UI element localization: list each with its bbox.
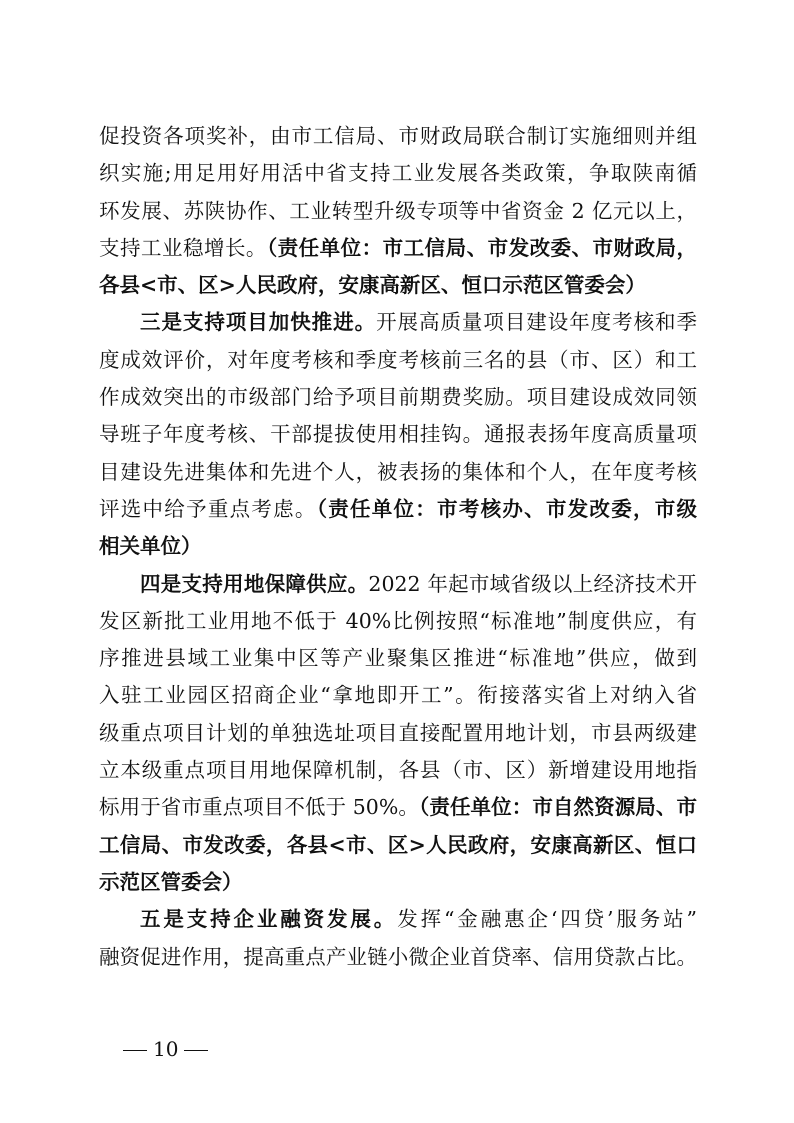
responsibility-note: （责任单位：市考核办、市发改委，市级 [316, 496, 697, 521]
line-text: 导班子年度考核、干部提拔使用相挂钩。通报表扬年度高质量项 [99, 422, 697, 447]
line-text: 环发展、苏陕协作、工业转型升级专项等中省资金 2 亿元以上， [99, 198, 697, 223]
line-text: 序推进县域工业集中区等产业聚集区推进“标准地”供应，做到 [99, 646, 697, 671]
line-text: 发挥“金融惠企‘四贷’服务站” [397, 907, 697, 932]
body-text [99, 118, 697, 976]
text-line [99, 379, 697, 416]
text-line [99, 677, 697, 714]
line-text: 支持工业稳增长。 [99, 235, 267, 260]
dash-left [123, 1050, 147, 1051]
text-line [99, 267, 697, 304]
responsibility-note: 示范区管委会） [99, 869, 243, 894]
text-line [99, 715, 697, 752]
text-line [99, 342, 697, 379]
page-number [117, 1036, 214, 1062]
line-text: 融资促进作用，提高重点产业链小微企业首贷率、信用贷款占比。 [99, 944, 697, 969]
responsibility-note: 相关单位） [99, 534, 202, 559]
text-line [99, 416, 697, 453]
text-line [99, 491, 697, 528]
text-line [99, 304, 697, 341]
section-heading: 五是支持企业融资发展。 [140, 907, 398, 932]
text-line [99, 603, 697, 640]
responsibility-note: 工信局、市发改委，各县<市、区>人民政府，安康高新区、恒口 [99, 832, 697, 857]
text-line [99, 789, 697, 826]
text-line [99, 939, 697, 976]
text-line [99, 528, 697, 565]
text-line [99, 827, 697, 864]
responsibility-note: （责任单位：市自然资源局、市 [419, 795, 697, 820]
text-line [99, 118, 697, 155]
line-text: 级重点项目计划的单独选址项目直接配置用地计划，市县两级建 [99, 720, 697, 745]
line-text: 2022 年起市域省级以上经济技术开 [368, 571, 697, 596]
dash-right [184, 1050, 208, 1051]
text-line [99, 155, 697, 192]
section-heading: 三是支持项目加快推进。 [140, 310, 377, 335]
text-line [99, 752, 697, 789]
text-line [99, 566, 697, 603]
text-line [99, 454, 697, 491]
section-heading: 四是支持用地保障供应。 [140, 571, 369, 596]
line-text: 发区新批工业用地不低于 40%比例按照“标准地”制度供应，有 [99, 608, 697, 633]
line-text: 促投资各项奖补，由市工信局、市财政局联合制订实施细则并组 [99, 124, 697, 148]
line-text: 织实施;用足用好用活中省支持工业发展各类政策，争取陕南循 [99, 161, 697, 186]
line-text: 入驻工业园区招商企业“拿地即开工”。衔接落实省上对纳入省 [99, 683, 697, 708]
line-text: 立本级重点项目用地保障机制，各县（市、区）新增建设用地指 [99, 758, 697, 783]
line-text: 目建设先进集体和先进个人，被表扬的集体和个人，在年度考核 [99, 459, 697, 484]
line-text: 评选中给予重点考虑。 [99, 496, 317, 521]
text-line [99, 193, 697, 230]
page-number-text: 10 [153, 1037, 179, 1061]
responsibility-note: （责任单位：市工信局、市发改委、市财政局， [266, 235, 697, 260]
line-text: 度成效评价，对年度考核和季度考核前三名的县（市、区）和工 [99, 347, 697, 372]
responsibility-note: 各县<市、区>人民政府，安康高新区、恒口示范区管委会） [99, 273, 646, 298]
line-text: 作成效突出的市级部门给予项目前期费奖励。项目建设成效同领 [99, 385, 697, 410]
text-line [99, 230, 697, 267]
line-text: 开展高质量项目建设年度考核和季 [376, 310, 697, 335]
text-line [99, 864, 697, 901]
text-line [99, 901, 697, 938]
line-text: 标用于省市重点项目不低于 50%。 [99, 795, 420, 820]
text-line [99, 640, 697, 677]
